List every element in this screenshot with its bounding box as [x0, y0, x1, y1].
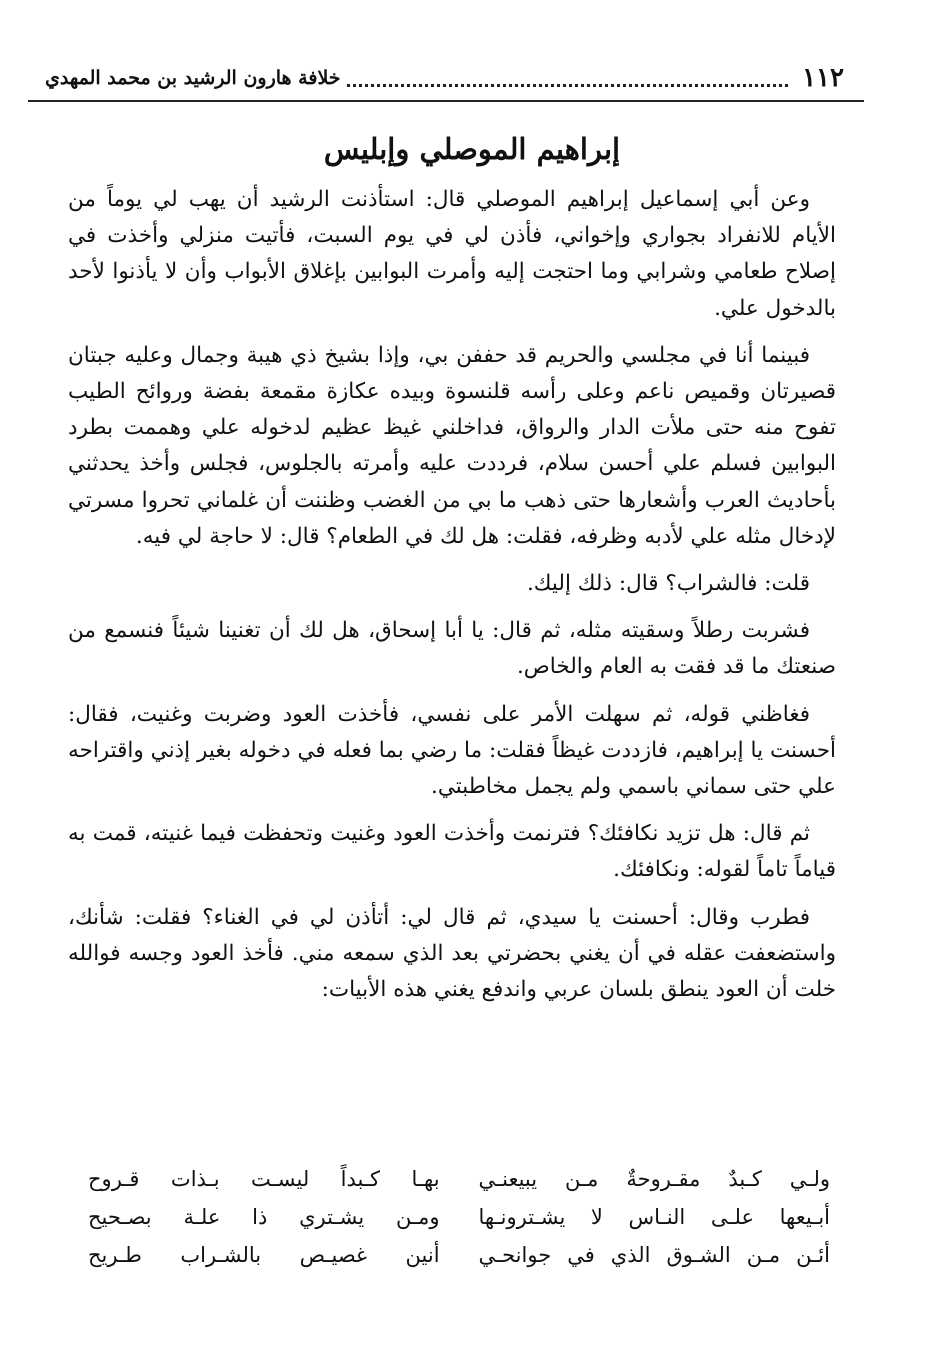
- poem-second-hemistich: أنين غصيـص بالشـراب طـريح: [88, 1243, 440, 1267]
- poem-second-hemistich: ومـن يشـتري ذا علـة بصـحيح: [88, 1205, 440, 1229]
- header-rule: [28, 100, 864, 102]
- poem-first-hemistich: ولـي كـبدٌ مقـروحةٌ مـن يبيعنـي: [478, 1167, 830, 1191]
- poem: [88, 1160, 836, 1274]
- poem-second-hemistich: بهـا كـبداً ليسـت بـذات قـروح: [88, 1167, 440, 1191]
- poem-first-hemistich: أبـيعها علـى النـاس لا يشـترونـها: [478, 1205, 830, 1229]
- paragraph: وعن أبي إسماعيل إبراهيم الموصلي قال: استأذنت الرشيد أن يهب لي يوماً من الأيام للانفراد بجواري وإخواني، فأذن لي في يوم السبت، فأتيت منزلي وأخذت في إصلاح طعامي وشرابي وما احتجت إليه وأمرت البوابين بإغلاق الأبواب وأن لا يأذنوا لأحد بالدخول علي.: [68, 187, 836, 321]
- page-header: [45, 58, 844, 98]
- paragraph: قلت: فالشراب؟ قال: ذلك إليك.: [526, 571, 810, 597]
- paragraph: فطرب وقال: أحسنت يا سيدي، ثم قال لي: أتأذن لي في الغناء؟ فقلت: شأنك، واستضعفت عقله في أن يغني بحضرتي بعد الذي سمعه مني. فأخذ العود وجسه فوالله خلت أن العود ينطق بلسان عربي واندفع يغني هذه الأبيات:: [68, 904, 836, 1003]
- paragraph: فغاظني قوله، ثم سهلت الأمر على نفسي، فأخذت العود وضربت وغنيت، فقال: أحسنت يا إبراهيم، فازددت غيظاً فقلت: ما رضي بما فعله في دخوله بغير إذني واقتراحه علي حتى سماني باسمي ولم يجمل مخاطبتي.: [68, 701, 836, 800]
- page-number: ١١٢: [802, 63, 844, 93]
- header-dot-leader: [347, 70, 789, 87]
- body-text: [68, 182, 836, 1019]
- chapter-title: إبراهيم الموصلي وإبليس: [323, 132, 621, 166]
- poem-first-hemistich: أئـن مـن الشـوق الذي في جوانحـي: [478, 1243, 830, 1267]
- poem-verse: [88, 1236, 836, 1274]
- running-title: خلافة هارون الرشيد بن محمد المهدي: [45, 67, 341, 89]
- poem-verse: [88, 1198, 836, 1236]
- poem-verse: [88, 1160, 836, 1198]
- paragraph: ثم قال: هل تزيد نكافئك؟ فترنمت وأخذت العود وغنيت وتحفظت فيما غنيته، قمت به قياماً تاماً لقوله: ونكافئك.: [68, 821, 836, 883]
- paragraph: فشربت رطلاً وسقيته مثله، ثم قال: يا أبا إسحاق، هل لك أن تغنينا شيئاً فنسمع من صنعتك ما قد فقت به العام والخاص.: [68, 618, 836, 680]
- paragraph: فبينما أنا في مجلسي والحريم قد حففن بي، وإذا بشيخ ذي هيبة وجمال وعليه جبتان قصيرتان وقميص ناعم وعلى رأسه قلنسوة وبيده عكازة مقمعة بفضة وروائح الطيب تفوح منه حتى ملأت الدار والرواق، فداخلني غيظ عظيم لدخوله علي وهممت بطرد البوابين فسلم علي أحسن سلام، فرددت عليه وأمرته بالجلوس، فجلس وأخذ يحدثني بأحاديث العرب وأشعارها حتى ذهب ما بي من الغضب وظننت أن غلماني تحروا مسرتي لإدخال مثله علي لأدبه وظرفه، فقلت: هل لك في الطعام؟ قال: لا حاجة لي فيه.: [68, 342, 836, 549]
